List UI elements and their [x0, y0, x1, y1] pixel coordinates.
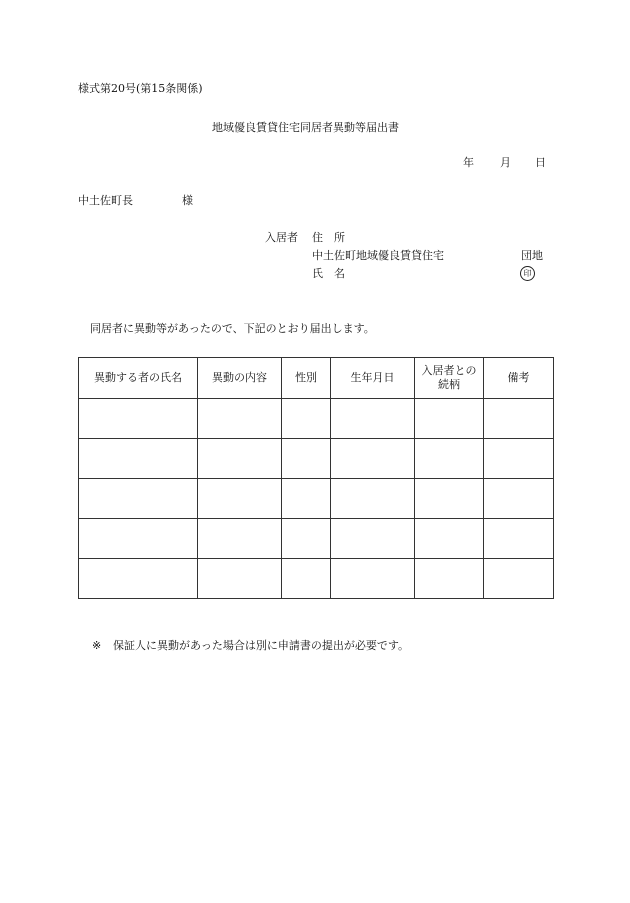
- cell-remarks[interactable]: [484, 479, 554, 519]
- cell-change-content[interactable]: [198, 519, 282, 559]
- table-row: [79, 479, 554, 519]
- cell-remarks[interactable]: [484, 519, 554, 559]
- cell-person-name[interactable]: [79, 399, 198, 439]
- cell-birth-date[interactable]: [331, 439, 415, 479]
- header-gender: 性別: [282, 358, 331, 399]
- cell-change-content[interactable]: [198, 559, 282, 599]
- cell-change-content[interactable]: [198, 399, 282, 439]
- table-row: [79, 439, 554, 479]
- cell-gender[interactable]: [282, 559, 331, 599]
- date-day: 日: [535, 156, 546, 169]
- cell-relationship[interactable]: [415, 479, 484, 519]
- cell-gender[interactable]: [282, 439, 331, 479]
- cell-birth-date[interactable]: [331, 399, 415, 439]
- date-year: 年: [463, 156, 474, 169]
- cell-birth-date[interactable]: [331, 559, 415, 599]
- table-row: [79, 399, 554, 439]
- address-label: 住 所: [312, 231, 345, 244]
- body-statement: 同居者に異動等があったので、下記のとおり届出します。: [90, 322, 375, 335]
- cell-person-name[interactable]: [79, 519, 198, 559]
- cell-person-name[interactable]: [79, 479, 198, 519]
- cell-birth-date[interactable]: [331, 479, 415, 519]
- cell-remarks[interactable]: [484, 559, 554, 599]
- address-value: 中土佐町地域優良賃貸住宅: [312, 249, 444, 262]
- table-header-row: [79, 358, 554, 399]
- change-notification-table: [78, 357, 554, 599]
- cell-relationship[interactable]: [415, 399, 484, 439]
- seal-mark-icon: 印: [520, 266, 535, 281]
- table-row: [79, 559, 554, 599]
- cell-change-content[interactable]: [198, 479, 282, 519]
- cell-gender[interactable]: [282, 399, 331, 439]
- cell-remarks[interactable]: [484, 439, 554, 479]
- cell-remarks[interactable]: [484, 399, 554, 439]
- form-number: 様式第20号(第15条関係): [78, 82, 203, 95]
- cell-relationship[interactable]: [415, 519, 484, 559]
- cell-relationship[interactable]: [415, 439, 484, 479]
- cell-relationship[interactable]: [415, 559, 484, 599]
- table-row: [79, 519, 554, 559]
- header-relationship: 入居者との続柄: [415, 358, 484, 399]
- header-remarks: 備考: [484, 358, 554, 399]
- housing-complex-label: 団地: [521, 249, 543, 262]
- note-mark: ※: [92, 639, 102, 652]
- header-birth-date: 生年月日: [331, 358, 415, 399]
- note-text: 保証人に異動があった場合は別に申請書の提出が必要です。: [113, 639, 410, 652]
- document-title: 地域優良賃貸住宅同居者異動等届出書: [212, 121, 399, 134]
- cell-gender[interactable]: [282, 519, 331, 559]
- cell-person-name[interactable]: [79, 439, 198, 479]
- cell-gender[interactable]: [282, 479, 331, 519]
- cell-birth-date[interactable]: [331, 519, 415, 559]
- name-label: 氏 名: [312, 267, 345, 280]
- date-month: 月: [500, 156, 511, 169]
- addressee-honorific: 様: [182, 194, 193, 207]
- header-person-name: 異動する者の氏名: [79, 358, 198, 399]
- applicant-label: 入居者: [265, 231, 298, 244]
- cell-change-content[interactable]: [198, 439, 282, 479]
- addressee-name: 中土佐町長: [78, 194, 133, 207]
- header-change-content: 異動の内容: [198, 358, 282, 399]
- cell-person-name[interactable]: [79, 559, 198, 599]
